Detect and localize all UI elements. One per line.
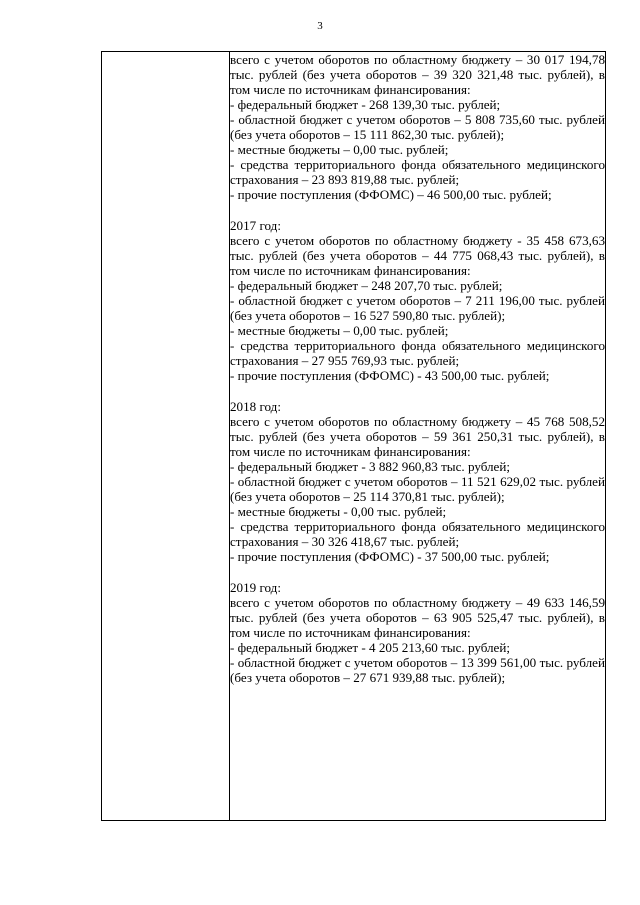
insurance-fund-line: - средства территориального фонда обязательного медицинского страхования – 27 955 769,93 тыс. рублей;	[230, 338, 605, 368]
block-2017	[230, 218, 605, 383]
total-line: всего с учетом оборотов по областному бюджету – 45 768 508,52 тыс. рублей (без учета оборотов – 59 361 250,31 тыс. рублей), в том числе по источникам финансирования:	[230, 414, 605, 459]
regional-line: - областной бюджет с учетом оборотов – 11 521 629,02 тыс. рублей (без учета оборотов – 25 114 370,81 тыс. рублей);	[230, 474, 605, 504]
block-spacer	[230, 383, 605, 399]
regional-line: - областной бюджет с учетом оборотов – 7 211 196,00 тыс. рублей (без учета оборотов – 16 527 590,80 тыс. рублей);	[230, 293, 605, 323]
other-income-line: - прочие поступления (ФФОМС) – 46 500,00 тыс. рублей;	[230, 187, 552, 202]
local-line: - местные бюджеты – 0,00 тыс. рублей;	[230, 142, 449, 157]
block-spacer	[230, 202, 605, 218]
local-line: - местные бюджеты - 0,00 тыс. рублей;	[230, 504, 447, 519]
local-line: - местные бюджеты – 0,00 тыс. рублей;	[230, 323, 449, 338]
regional-line: - областной бюджет с учетом оборотов – 13 399 561,00 тыс. рублей (без учета оборотов – 27 671 939,88 тыс. рублей);	[230, 655, 605, 685]
other-income-line: - прочие поступления (ФФОМС) - 43 500,00 тыс. рублей;	[230, 368, 550, 383]
year-heading: 2019 год:	[230, 580, 281, 595]
federal-line: - федеральный бюджет - 4 205 213,60 тыс. рублей;	[230, 640, 511, 655]
block-2019	[230, 580, 605, 685]
block-previous-year	[230, 52, 605, 202]
total-line: всего с учетом оборотов по областному бюджету – 49 633 146,59 тыс. рублей (без учета оборотов – 63 905 525,47 тыс. рублей), в том числе по источникам финансирования:	[230, 595, 605, 640]
other-income-line: - прочие поступления (ФФОМС) - 37 500,00 тыс. рублей;	[230, 549, 550, 564]
federal-line: - федеральный бюджет - 268 139,30 тыс. рублей;	[230, 97, 501, 112]
block-2018	[230, 399, 605, 564]
year-heading: 2017 год:	[230, 218, 281, 233]
federal-line: - федеральный бюджет – 248 207,70 тыс. рублей;	[230, 278, 503, 293]
insurance-fund-line: - средства территориального фонда обязательного медицинского страхования – 23 893 819,88 тыс. рублей;	[230, 157, 605, 187]
page-number: 3	[317, 20, 323, 32]
insurance-fund-line: - средства территориального фонда обязательного медицинского страхования – 30 326 418,67 тыс. рублей;	[230, 519, 605, 549]
table-row	[102, 52, 606, 821]
table-right-cell	[230, 52, 606, 821]
total-line: всего с учетом оборотов по областному бюджету - 35 458 673,63 тыс. рублей (без учета оборотов – 44 775 068,43 тыс. рублей), в том числе по источникам финансирования:	[230, 233, 605, 278]
federal-line: - федеральный бюджет - 3 882 960,83 тыс. рублей;	[230, 459, 511, 474]
document-table	[101, 51, 606, 821]
regional-line: - областной бюджет с учетом оборотов – 5 808 735,60 тыс. рублей (без учета оборотов – 15 111 862,30 тыс. рублей);	[230, 112, 605, 142]
block-spacer	[230, 564, 605, 580]
total-line: всего с учетом оборотов по областному бюджету – 30 017 194,78 тыс. рублей (без учета оборотов – 39 320 321,48 тыс. рублей), в том числе по источникам финансирования:	[230, 52, 605, 97]
table-left-cell	[102, 52, 230, 821]
year-heading: 2018 год:	[230, 399, 281, 414]
